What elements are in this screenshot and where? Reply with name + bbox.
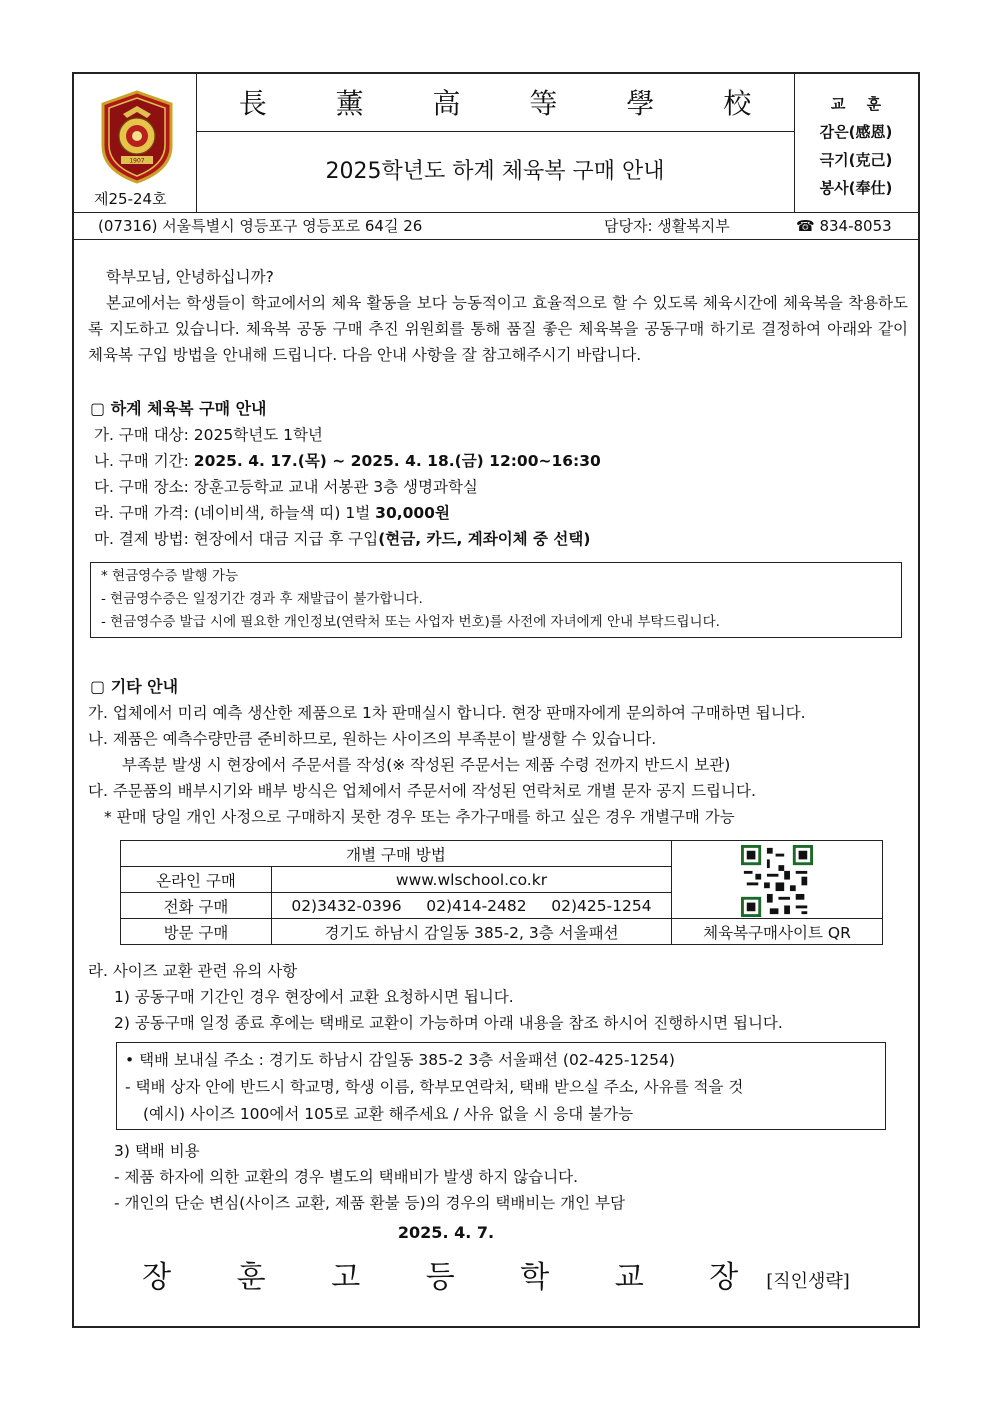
signature: [74, 1252, 918, 1296]
greeting: 학부모님, 안녕하십니까?: [106, 268, 274, 286]
detail-item: 다. 구매 장소: 장훈고등학교 교내 서봉관 3층 생명과학실: [94, 478, 478, 496]
purchase-method-table: [120, 840, 883, 945]
shipping-cost: [114, 1138, 904, 1216]
address-bar: [74, 212, 918, 240]
contact-person: 담당자: 생활복지부: [604, 217, 730, 235]
note-line: - 현금영수증은 일정기간 경과 후 재발급이 불가합니다.: [101, 591, 423, 607]
logo-cell: [74, 74, 197, 212]
table-row: [121, 919, 883, 945]
note-line: - 현금영수증 발급 시에 필요한 개인정보(연락처 또는 사업자 번호)를 사전에 자녀에게 안내 부탁드립니다.: [101, 614, 720, 630]
detail-cell: 02)3432-0396 02)414-2482 02)425-1254: [272, 893, 672, 919]
motto-item: 봉사(奉仕): [819, 179, 893, 197]
title-cell: [196, 74, 795, 212]
school-address: (07316) 서울특별시 영등포구 영등포로 64길 26: [98, 217, 423, 235]
note-line: 다. 주문품의 배부시기와 배부 방식은 업체에서 주문서에 작성된 연락처로 개별 문자 공지 드립니다.: [88, 782, 756, 800]
school-name: 長 薰 高 等 學 校: [196, 74, 794, 132]
seal-note: [직인생략]: [766, 1271, 850, 1292]
method-cell: 방문 구매: [121, 919, 272, 945]
shipping-address: • 택배 보내실 주소 : 경기도 하남시 감일동 385-2 3층 서울패션 (02-425-1254): [125, 1051, 675, 1069]
intro-paragraph: 본교에서는 학생들이 학교에서의 체육 활동을 보다 능동적이고 효율적으로 할 수 있도록 체육시간에 체육복을 착용하도록 지도하고 있습니다. 체육복 공동 구매 추진 위원회를 통해 품질 좋은 체육복을 공동구매 하기로 결정하여 아래와 같이 체육복 구입 방법을 안내해 드립니다. 다음 안내 사항을 잘 참고해주시기 바랍니다.: [88, 294, 908, 364]
shipping-example: (예시) 사이즈 100에서 105로 교환 해주세요 / 사유 없을 시 응대 불가능: [143, 1105, 634, 1123]
note-line: 부족분 발생 시 현장에서 주문서를 작성(※ 작성된 주문서는 제품 수령 전까지 반드시 보관): [122, 756, 731, 774]
other-notes: [88, 700, 908, 830]
shipping-box: [116, 1042, 886, 1130]
motto-label: 교 훈: [830, 95, 890, 113]
issue-date: 2025. 4. 7.: [397, 1223, 495, 1242]
shipping-note: - 택배 상자 안에 반드시 학교명, 학생 이름, 학부모연락처, 택배 받으실 주소, 사유를 적을 것: [125, 1078, 744, 1096]
method-cell: 전화 구매: [121, 893, 272, 919]
exchange-title: 라. 사이즈 교환 관련 유의 사항: [88, 962, 298, 980]
note-line: 가. 업체에서 미리 예측 생산한 제품으로 1차 판매실시 합니다. 현장 판매자에게 문의하여 구매하면 됩니다.: [88, 704, 806, 722]
detail-cell[interactable]: www.wlschool.co.kr: [272, 867, 672, 893]
qr-caption: 체육복구매사이트 QR: [672, 919, 883, 945]
detail-item: 마. 결제 방법: 현장에서 대금 지급 후 구입(현금, 카드, 계좌이체 중 선택): [94, 530, 591, 548]
detail-item: 가. 구매 대상: 2025학년도 1학년: [94, 426, 323, 444]
school-motto: [794, 74, 918, 212]
exchange-item: 2) 공동구매 일정 종료 후에는 택배로 교환이 가능하며 아래 내용을 참조 하시어 진행하시면 됩니다.: [114, 1014, 783, 1032]
note-line: * 현금영수증 발행 가능: [101, 568, 238, 584]
document-number: 제25-24호: [94, 190, 167, 208]
detail-cell: 경기도 하남시 감일동 385-2, 3층 서울패션: [272, 919, 672, 945]
phone-number: 834-8053: [819, 217, 892, 235]
receipt-notes-box: [90, 562, 902, 638]
qr-cell: [672, 841, 883, 919]
phone-line: [796, 213, 892, 240]
emblem-year: 1907: [129, 157, 145, 165]
exchange-notes: [88, 958, 908, 1036]
motto-item: 감은(感恩): [819, 123, 893, 141]
cost-item: - 개인의 단순 변심(사이즈 교환, 제품 환불 등)의 경우의 택배비는 개인 부담: [114, 1194, 626, 1212]
section-title: ▢ 기타 안내: [90, 677, 179, 696]
principal-title: 장 훈 고 등 학 교 장: [142, 1260, 767, 1295]
school-emblem-icon: [101, 90, 173, 184]
detail-item: 라. 구매 가격: (네이비색, 하늘색 띠) 1벌 30,000원: [94, 504, 450, 522]
detail-item: 나. 구매 기간: 2025. 4. 17.(목) ~ 2025. 4. 18.(금) 12:00~16:30: [94, 452, 601, 470]
document-page: [72, 72, 920, 1328]
section-title: ▢ 하계 체육복 구매 안내: [90, 399, 267, 418]
motto-item: 극기(克己): [819, 151, 893, 169]
purchase-details: [94, 422, 601, 552]
document-title: 2025학년도 하계 체육복 구매 안내: [325, 159, 665, 184]
intro: [88, 264, 908, 368]
table-header: 개별 구매 방법: [121, 841, 672, 867]
qr-code-icon[interactable]: [741, 845, 813, 917]
note-line: * 판매 당일 개인 사정으로 구매하지 못한 경우 또는 추가구매를 하고 싶은 경우 개별구매 가능: [104, 808, 735, 826]
method-cell: 온라인 구매: [121, 867, 272, 893]
letterhead: [74, 74, 918, 212]
cost-item: - 제품 하자에 의한 교환의 경우 별도의 택배비가 발생 하지 않습니다.: [114, 1168, 579, 1186]
note-line: 나. 제품은 예측수량만큼 준비하므로, 원하는 사이즈의 부족분이 발생할 수 있습니다.: [88, 730, 657, 748]
exchange-item: 1) 공동구매 기간인 경우 현장에서 교환 요청하시면 됩니다.: [114, 988, 514, 1006]
cost-title: 3) 택배 비용: [114, 1142, 200, 1160]
telephone-icon: ☎: [796, 217, 820, 235]
